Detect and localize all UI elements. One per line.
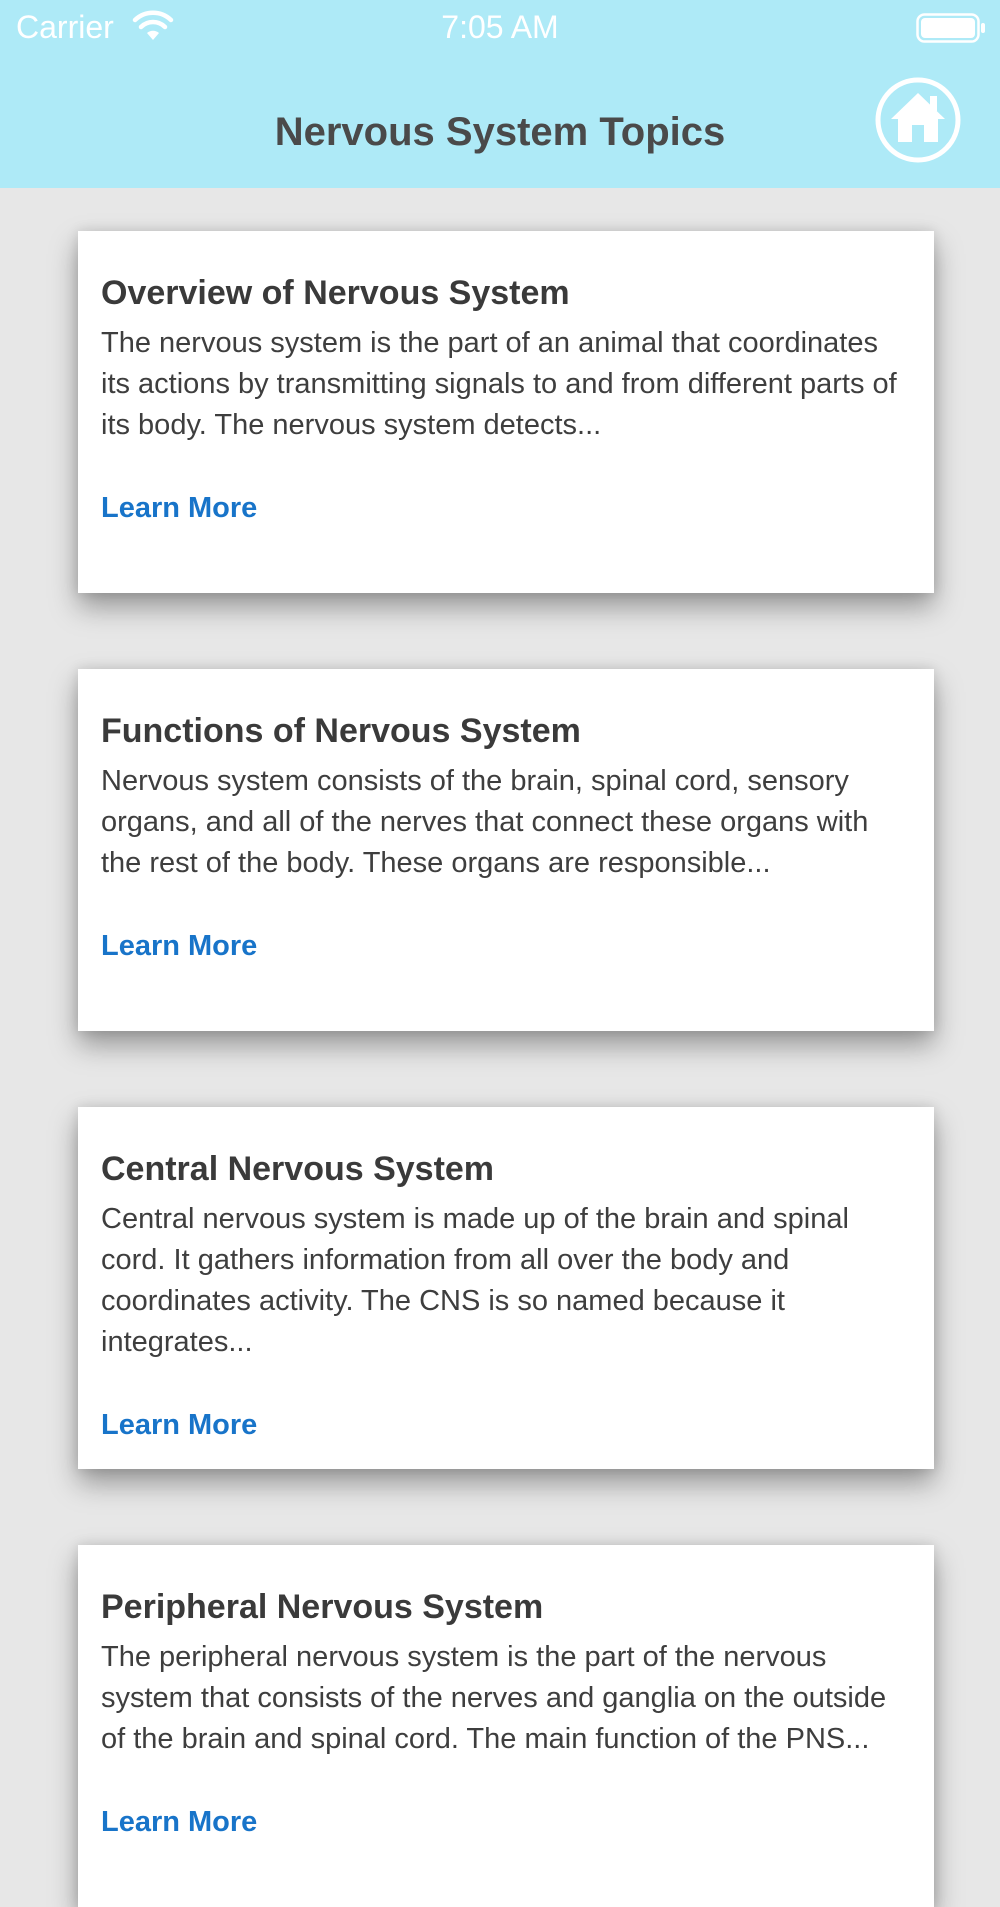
app-header — [0, 0, 1000, 188]
topic-card — [78, 1107, 934, 1469]
card-summary: Central nervous system is made up of the brain and spinal cord. It gathers information from all over the body and coordinates activity. The CNS is so named because it integrates... — [101, 1203, 849, 1358]
card-summary: The nervous system is the part of an animal that coordinates its actions by transmitting signals to and from different parts of its body. The nervous system detects... — [101, 327, 897, 441]
status-time: 7:05 AM — [441, 9, 559, 45]
card-title: Functions of Nervous System — [101, 712, 581, 750]
status-bar — [0, 0, 1000, 56]
learn-more-link[interactable]: Learn More — [101, 930, 258, 962]
topic-card — [78, 669, 934, 1031]
home-icon — [878, 80, 958, 160]
page-title: Nervous System Topics — [274, 110, 726, 154]
home-button[interactable] — [874, 76, 962, 164]
card-summary: The peripheral nervous system is the part of the nervous system that consists of the nerves and ganglia on the outside of the brain and spinal cord. The main function of the PNS... — [101, 1641, 887, 1755]
topic-card — [78, 231, 934, 593]
card-title: Overview of Nervous System — [101, 274, 570, 312]
topics-list — [0, 188, 1000, 1838]
learn-more-link[interactable]: Learn More — [101, 492, 258, 524]
learn-more-link[interactable]: Learn More — [101, 1409, 258, 1441]
card-title: Peripheral Nervous System — [101, 1588, 544, 1626]
topic-card — [78, 1545, 934, 1907]
battery-full-icon — [916, 13, 986, 43]
learn-more-link[interactable]: Learn More — [101, 1806, 258, 1838]
card-summary: Nervous system consists of the brain, spinal cord, sensory organs, and all of the nerves that connect these organs with the rest of the body. These organs are responsible... — [101, 765, 869, 879]
carrier-label: Carrier — [16, 9, 114, 45]
card-title: Central Nervous System — [101, 1150, 495, 1188]
